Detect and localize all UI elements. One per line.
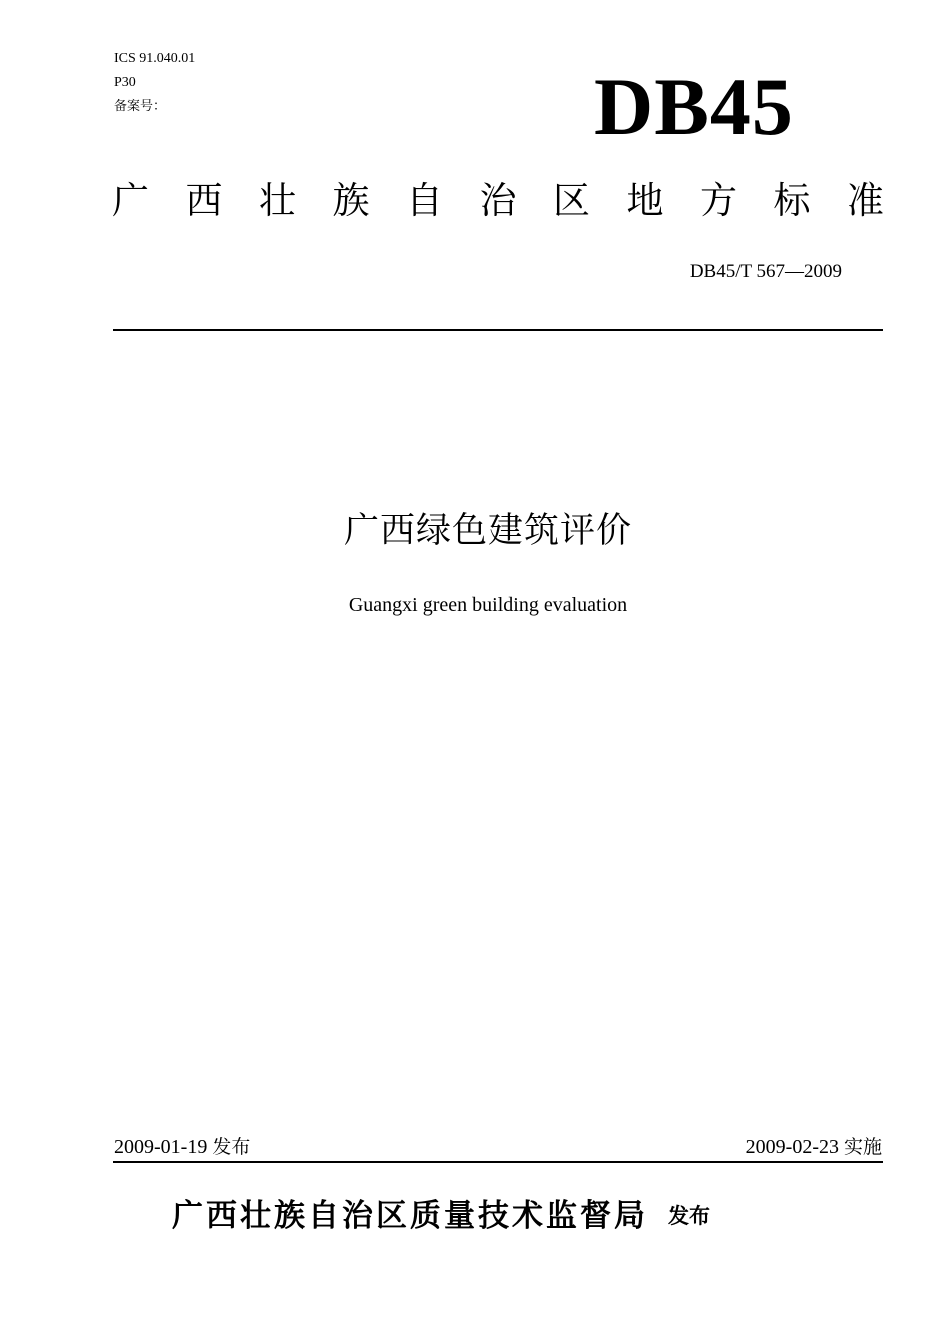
category-char: 治 xyxy=(479,179,517,222)
record-number-label: 备案号： xyxy=(114,99,167,114)
category-char: 标 xyxy=(773,179,811,222)
issue-date xyxy=(114,1134,250,1160)
implementation-date-label: 实施 xyxy=(843,1136,882,1158)
category-char: 壮 xyxy=(259,179,296,222)
standard-mark: DB45 xyxy=(594,61,794,152)
standard-category xyxy=(112,176,884,226)
category-char: 区 xyxy=(553,179,590,222)
classification-code: P30 xyxy=(114,75,136,90)
category-char: 广 xyxy=(112,179,149,222)
issuer-line xyxy=(172,1194,710,1238)
header-divider xyxy=(113,329,883,331)
issue-date-value: 2009-01-19 xyxy=(114,1136,208,1158)
category-char: 西 xyxy=(185,179,223,222)
issue-date-label: 发布 xyxy=(212,1136,251,1158)
category-char: 方 xyxy=(700,179,737,222)
footer-divider xyxy=(113,1161,883,1163)
document-title: 广西绿色建筑评价 xyxy=(343,511,632,551)
standard-number: DB45/T 567—2009 xyxy=(689,261,842,282)
implementation-date xyxy=(746,1134,882,1160)
issuing-authority: 广西壮族自治区质量技术监督局 xyxy=(172,1198,648,1234)
category-char: 地 xyxy=(626,179,664,222)
implementation-date-value: 2009-02-23 xyxy=(745,1136,839,1158)
category-char: 自 xyxy=(406,179,443,222)
ics-code: ICS 91.040.01 xyxy=(114,51,196,66)
category-char: 准 xyxy=(847,179,884,222)
issuer-suffix: 发布 xyxy=(668,1204,710,1228)
document-title-english: Guangxi green building evaluation xyxy=(348,594,628,616)
category-char: 族 xyxy=(332,179,370,222)
